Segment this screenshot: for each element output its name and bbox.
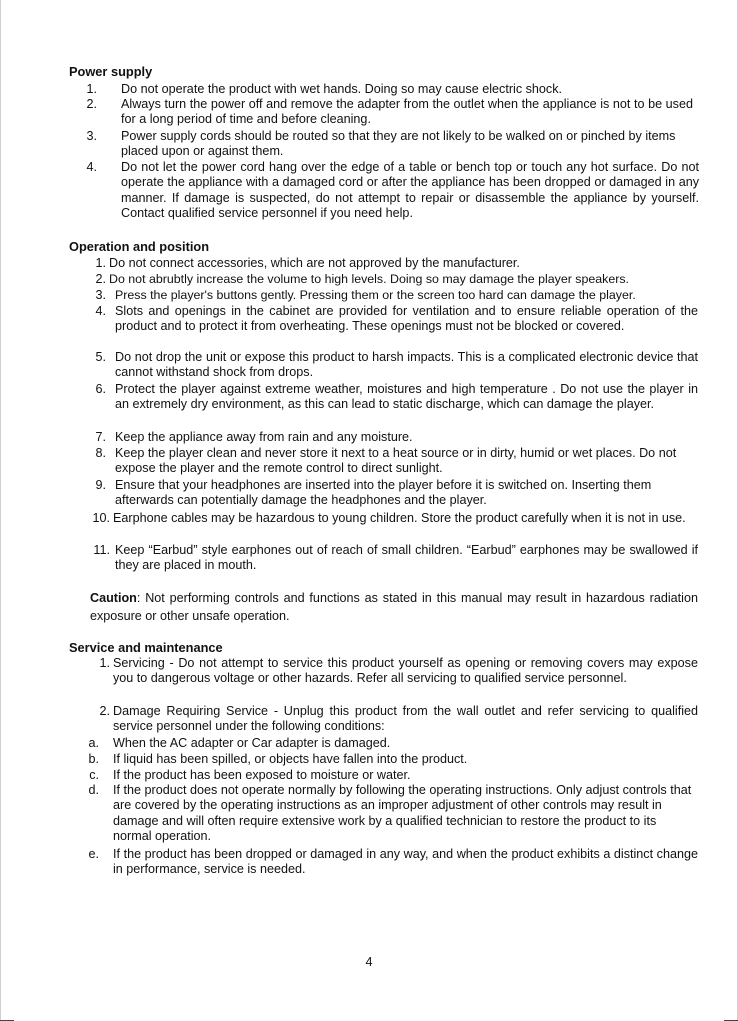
item-text: If the product has been exposed to moisture or water.: [113, 768, 411, 782]
operation-item-10: [0, 511, 738, 543]
item-number: 3.: [95, 288, 106, 302]
item-text: Damage Requiring Service - Unplug this product from the wall outlet and refer servicing to qualified service personnel under the following conditions:: [113, 704, 698, 734]
service-item-1: [0, 656, 738, 704]
item-number: 1.: [99, 656, 110, 670]
item-number: d.: [88, 783, 99, 797]
operation-item-7: [0, 430, 738, 446]
caution-note: [90, 590, 698, 625]
operation-item-6: [0, 382, 738, 430]
item-text: Do not abrubtly increase the volume to high levels. Doing so may damage the player speakers.: [109, 272, 630, 286]
power-supply-item-4: [0, 160, 738, 224]
item-number: 10.: [92, 511, 110, 525]
item-number: 2.: [86, 97, 97, 111]
item-number: 4.: [95, 304, 106, 318]
item-number: 6.: [95, 382, 106, 396]
item-text: Servicing - Do not attempt to service this product yourself as opening or removing covers may expose you to dangerous voltage or other hazards. Refer all servicing to qualified service personnel.: [113, 656, 698, 686]
item-number: 2.: [95, 272, 106, 286]
item-text: Do not let the power cord hang over the edge of a table or bench top or touch any hot surface. Do not operate the appliance with a damaged cord or after the appliance has been dropped or damaged in any manner. If damage is suspected, do not attempt to repair or disassemble the appliance by yourself. Contact qualified service personnel if you need help.: [121, 160, 699, 221]
item-text: Keep the player clean and never store it next to a heat source or in dirty, humid or wet places. Do not expose the player and the remote control to direct sunlight.: [115, 446, 677, 476]
item-text: Slots and openings in the cabinet are provided for ventilation and to ensure reliable operation of the product and to protect it from overheating. These openings must not be blocked or covered.: [115, 304, 698, 334]
item-text: Do not drop the unit or expose this product to harsh impacts. This is a complicated electronic device that cannot withstand shock from drops.: [115, 350, 698, 380]
operation-item-1: [0, 256, 738, 272]
item-number: 7.: [95, 430, 106, 444]
operation-item-4: [0, 304, 738, 352]
operation-item-11: [0, 543, 738, 575]
service-item-e: [0, 847, 738, 879]
service-heading: Service and maintenance: [69, 640, 223, 655]
operation-item-3: [0, 288, 738, 304]
item-number: a.: [88, 736, 99, 750]
power-supply-item-3: [0, 129, 738, 161]
power-supply-heading: Power supply: [69, 64, 153, 79]
item-text: When the AC adapter or Car adapter is damaged.: [113, 736, 391, 750]
power-supply-item-2: [0, 97, 738, 129]
item-text: Protect the player against extreme weather, moistures and high temperature . Do not use the player in an extremely dry environment, as this can lead to static discharge, which can damage the player.: [115, 382, 698, 412]
service-item-b: [0, 752, 738, 768]
operation-item-8: [0, 446, 738, 478]
operation-item-5: [0, 350, 738, 382]
item-text: Always turn the power off and remove the adapter from the outlet when the appliance is not to be used for a long period of time and before cleaning.: [121, 97, 693, 127]
item-text: If liquid has been spilled, or objects have fallen into the product.: [113, 752, 468, 766]
item-number: 1.: [95, 256, 106, 270]
caution-label: Caution: [90, 591, 137, 605]
item-number: 11.: [93, 543, 110, 557]
item-number: 9.: [95, 478, 106, 492]
operation-item-2: [0, 272, 738, 288]
item-number: 5.: [95, 350, 106, 364]
item-text: Press the player's buttons gently. Pressing them or the screen too hard can damage the player.: [115, 288, 636, 302]
item-text: Earphone cables may be hazardous to young children. Store the product carefully when it is not in use.: [113, 511, 686, 525]
item-text: Do not connect accessories, which are not approved by the manufacturer.: [109, 256, 520, 270]
item-text: Ensure that your headphones are inserted into the player before it is switched on. Inserting them afterwards can potentially damage the headphones and the player.: [115, 478, 652, 508]
service-item-c: [0, 768, 738, 784]
item-text: Power supply cords should be routed so that they are not likely to be walked on or pinched by items placed upon or against them.: [121, 129, 676, 159]
item-text: If the product does not operate normally by following the operating instructions. Only adjust controls that are covered by the operating instructions as an improper adjustment of other controls may result in damage and will often require extensive work by a qualified technician to restore the product to its normal operation.: [113, 783, 692, 844]
item-number: 3.: [86, 129, 97, 143]
item-number: b.: [88, 752, 99, 766]
item-number: 8.: [95, 446, 106, 460]
item-number: 1.: [86, 82, 97, 96]
item-text: Keep the appliance away from rain and any moisture.: [115, 430, 413, 444]
service-item-2: [0, 704, 738, 736]
item-text: Do not operate the product with wet hands. Doing so may cause electric shock.: [121, 82, 563, 96]
item-number: 2.: [99, 704, 110, 718]
power-supply-item-1: [0, 82, 738, 98]
item-text: Keep “Earbud” style earphones out of reach of small children. “Earbud” earphones may be swallowed if they are placed in mouth.: [115, 543, 698, 573]
operation-item-9: [0, 478, 738, 510]
item-number: c.: [89, 768, 99, 782]
service-item-d: [0, 783, 738, 847]
service-item-a: [0, 736, 738, 752]
item-number: 4.: [86, 160, 97, 174]
item-number: e.: [88, 847, 99, 861]
page-number: 4: [365, 955, 373, 969]
item-text: If the product has been dropped or damaged in any way, and when the product exhibits a distinct change in performance, service is needed.: [113, 847, 698, 877]
operation-heading: Operation and position: [69, 239, 210, 254]
caution-text: : Not performing controls and functions as stated in this manual may result in hazardous radiation exposure or other unsafe operation.: [90, 591, 698, 623]
